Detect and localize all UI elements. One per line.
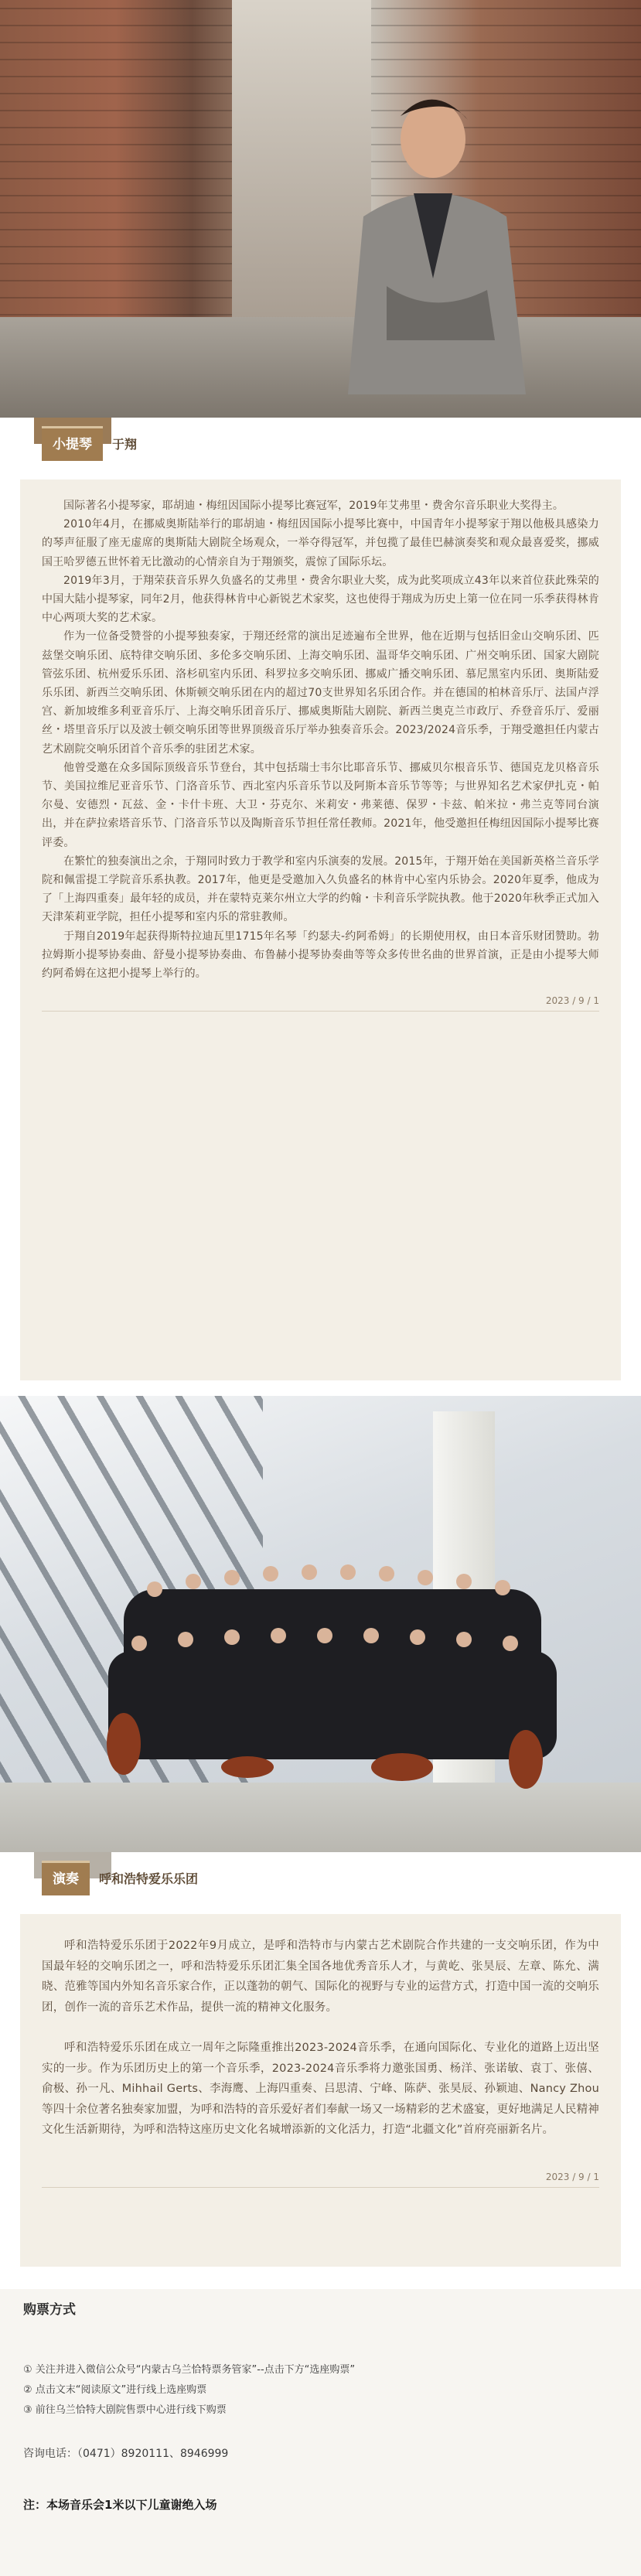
- divider: [42, 1011, 599, 1012]
- bio-paragraph: 国际著名小提琴家，耶胡迪・梅纽因国际小提琴比赛冠军，2019年艾弗里・费舍尔音乐职业大奖得主。: [63, 500, 564, 512]
- orchestra-paragraph: 呼和浩特爱乐乐团在成立一周年之际隆重推出2023-2024音乐季，在通向国际化、专业化的道路上迈出坚实的一步。作为乐团历史上的第一个音乐季，2023-2024音乐季将力邀张国勇、杨洋、张诺敏、袁丁、张僖、俞极、孙一凡、Mihhail Gerts、李海鹰、上海四重奏、吕思清、宁峰、陈萨、张昊辰、孙颖迪、Nancy Zhou等四十余位著名独奏家加盟，为呼和浩特的音乐爱好者们奉献一场又一场精彩的艺术盛宴，更好地满足人民精神文化生活新期待，为呼和浩特这座历史文化名城增添新的文化活力，打造“北疆文化”首府亮丽新名片。: [42, 2042, 599, 2136]
- orchestra-paragraph: 呼和浩特爱乐乐团于2022年9月成立，是呼和浩特市与内蒙古艺术剧院合作共建的一支交响乐团，作为中国最年轻的交响乐团之一，呼和浩特爱乐乐团汇集全国各地优秀音乐人才，与黄屹、张昊辰、左章、陈允、满晓、范雅等国内外知名音乐家合作，正以蓬勃的朝气、国际化的视野与专业的运营方式，打造中国一流的交响乐团，创作一流的音乐艺术作品，提供一流的精神文化服务。: [42, 1940, 599, 2014]
- violinist-photo: [0, 0, 641, 418]
- purchase-step: ② 点击文末“阅读原文”进行线上选座购票: [23, 2384, 207, 2396]
- section-tag: [42, 1861, 198, 1894]
- bio-paragraph: 在繁忙的独奏演出之余，于翔同时致力于教学和室内乐演奏的发展。2015年，于翔开始在美国新英格兰音乐学院和佩雷提工学院音乐系执教。2017年，他更是受邀加入久负盛名的林肯中心室内乐协会。2020年夏季，他成为了「上海四重奏」最年轻的成员，并在蒙特克莱尔州立大学的约翰・卡利音乐学院执教。他于2020年秋季正式加入天津茱莉亚学院，担任小提琴和室内乐的常驻教师。: [42, 855, 599, 924]
- bio-paragraph: 他曾受邀在众多国际顶级音乐节登台，其中包括瑞士韦尔比耶音乐节、挪威贝尔根音乐节、德国克龙贝格音乐节、美国拉维尼亚音乐节、门洛音乐节、西北室内乐音乐节以及阿斯本音乐节等等；与世界知名艺术家伊扎克・帕尔曼、安德烈・瓦兹、金・卡什卡班、大卫・芬克尔、米莉安・弗莱德、保罗・卡兹、帕米拉・弗兰克等同台演出，并在萨拉索塔音乐节、门洛音乐节以及陶斯音乐节担任常任教师。2021年，他受邀担任梅纽因国际小提琴比赛评委。: [42, 761, 599, 849]
- bio-paragraph: 作为一位备受赞誉的小提琴独奏家，于翔还经常的演出足迹遍布全世界，他在近期与包括旧金山交响乐团、匹兹堡交响乐团、底特律交响乐团、多伦多交响乐团、上海交响乐团、温哥华交响乐团、广州交响乐团、国家大剧院管弦乐团、杭州爱乐乐团、洛杉矶室内乐团、科罗拉多交响乐团、挪威广播交响乐团、慕尼黑室内乐团、奥斯陆爱乐乐团、新西兰交响乐团、休斯顿交响乐团在内的超过70支世界知名乐团合作。并在德国的柏林音乐厅、法国卢浮宫、新加坡维多利亚音乐厅、上海交响乐团音乐厅、挪威奥斯陆大剧院、新西兰奥克兰市政厅、乔登音乐厅、爱丽丝・塔里音乐厅以及波士顿交响乐团等世界顶级音乐厅举办独奏音乐会。2023/2024音乐季，于翔受邀担任内蒙古艺术剧院交响乐团首个音乐季的驻团艺术家。: [42, 630, 599, 756]
- floor: [0, 1783, 641, 1852]
- section-header-violin: [0, 418, 641, 479]
- contact-phone: 咨询电话：（0471）8920111、8946999: [23, 2448, 229, 2460]
- bio-card: [20, 479, 621, 1380]
- publish-date: 2023 / 9 / 1: [545, 2171, 599, 2182]
- orchestra-group: [93, 1535, 572, 1790]
- section-header-orchestra: [0, 1852, 641, 1914]
- purchase-title: 购票方式: [23, 2302, 76, 2318]
- bio-paragraph: 2019年3月，于翔荣获音乐界久负盛名的艾弗里・费舍尔职业大奖，成为此奖项成立43年以来首位获此殊荣的中国大陆小提琴家，同年2月，他获得林肯中心新锐艺术家奖，这也使得于翔成为历史上第一位在同一乐季获得林肯中心两项大奖的艺术家。: [42, 574, 599, 625]
- section-badge: 演奏: [42, 1861, 90, 1895]
- violinist-figure: [340, 85, 541, 394]
- publish-date: 2023 / 9 / 1: [545, 995, 599, 1007]
- performer-name: 于翔: [112, 436, 138, 452]
- section-badge: 小提琴: [42, 426, 103, 461]
- bio-paragraph: 2010年4月，在挪威奥斯陆举行的耶胡迪・梅纽因国际小提琴比赛中，中国青年小提琴家于翔以他极具感染力的琴声征服了座无虚席的奥斯陆大剧院全场观众，一举夺得冠军，并包揽了最佳巴赫演奏奖和观众最喜爱奖，挪威国王哈罗德五世怀着无比激动的心情亲自为于翔颁奖，震惊了国际乐坛。: [42, 518, 599, 568]
- floor: [0, 317, 641, 418]
- ticket-purchase-box: [0, 2289, 641, 2576]
- orchestra-photo: [0, 1396, 641, 1852]
- purchase-steps: [23, 2360, 355, 2421]
- orchestra-name: 呼和浩特爱乐乐团: [99, 1871, 199, 1886]
- bio-paragraph: 于翔自2019年起获得斯特拉迪瓦里1715年名琴「约瑟夫-约阿希姆」的长期使用权，由日本音乐财团赞助。勃拉姆斯小提琴协奏曲、舒曼小提琴协奏曲、布鲁赫小提琴协奏曲等等众多传世名曲的世界首演，正是由小提琴大师约阿希姆在这把小提琴上举行的。: [42, 930, 599, 981]
- orchestra-card: [20, 1914, 621, 2267]
- section-tag: [42, 427, 137, 459]
- purchase-step: ③ 前往乌兰恰特大剧院售票中心进行线下购票: [23, 2404, 227, 2416]
- purchase-step: ① 关注并进入微信公众号“内蒙古乌兰恰特票务管家”--点击下方“选座购票”: [23, 2364, 356, 2376]
- divider: [42, 2187, 599, 2188]
- age-notice: 注：本场音乐会1米以下儿童谢绝入场: [23, 2498, 217, 2512]
